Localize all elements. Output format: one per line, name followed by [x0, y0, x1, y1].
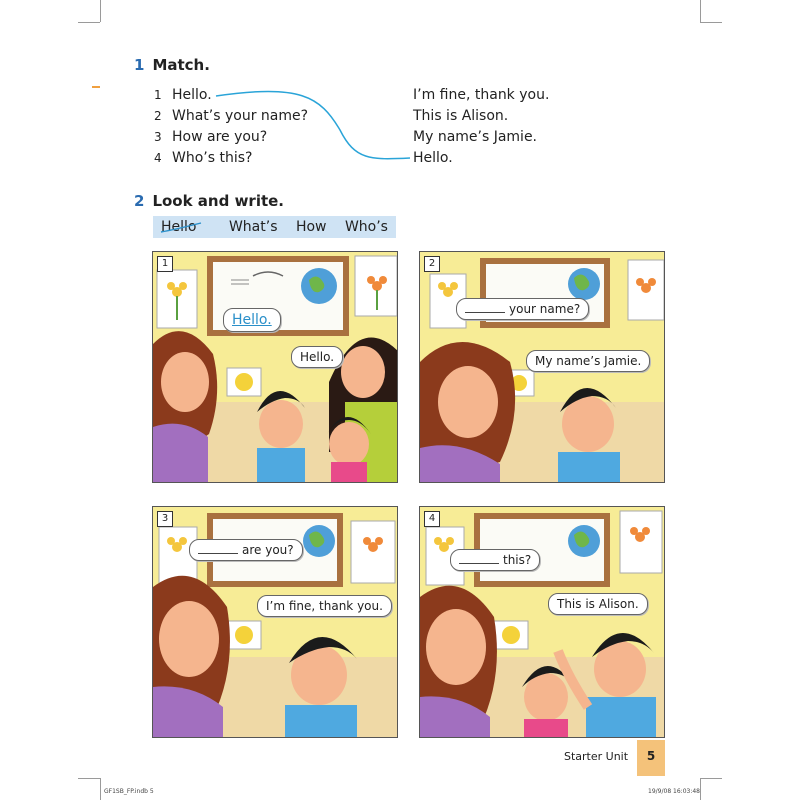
speech-bubble: Hello. [291, 346, 343, 368]
comic-panel-2 [419, 251, 665, 483]
cross-out-stroke [159, 221, 203, 235]
word-text: Hello [161, 219, 197, 235]
question-number: 4 [154, 151, 162, 165]
panel-number: 2 [424, 256, 440, 272]
speech-bubble: My name’s Jamie. [526, 350, 650, 372]
exercise-number: 2 [134, 192, 145, 210]
exercise-title: Look and write. [152, 192, 285, 210]
classroom-illustration [420, 507, 665, 738]
word-bank-item-crossed [161, 219, 211, 235]
word-bank [153, 216, 396, 238]
question-text: How are you? [172, 129, 268, 145]
word-bank-item: How [295, 219, 327, 235]
speech-bubble: I’m fine, thank you. [257, 595, 392, 617]
exercise-2-heading [134, 192, 284, 210]
speech-bubble [189, 539, 303, 561]
speech-bubble [456, 298, 589, 320]
word-bank-item: Who’s [344, 219, 388, 235]
panel-number: 3 [157, 511, 173, 527]
exercise-title: Match. [152, 56, 210, 74]
answer-blank[interactable] [465, 304, 505, 313]
speech-bubble: Hello. [223, 308, 281, 332]
answer-item: My name’s Jamie. [413, 129, 538, 145]
comic-panel-1 [152, 251, 398, 483]
print-slug-file: GF1SB_FP.indb 5 [104, 788, 154, 795]
panel-number: 4 [424, 511, 440, 527]
comic-panel-4 [419, 506, 665, 738]
panel-number: 1 [157, 256, 173, 272]
question-text: What’s your name? [172, 108, 309, 124]
exercise-number: 1 [134, 56, 145, 74]
question-number: 2 [154, 109, 162, 123]
bubble-text: your name? [509, 302, 581, 316]
comic-panel-3 [152, 506, 398, 738]
answer-blank[interactable] [459, 555, 499, 564]
print-slug-date: 19/9/08 16:03:48 [648, 788, 700, 795]
answer-item: I’m fine, thank you. [413, 87, 550, 103]
bubble-text: this? [503, 553, 532, 567]
question-text: Who’s this? [172, 150, 253, 166]
classroom-illustration [153, 252, 398, 483]
answer-item: Hello. [413, 150, 453, 166]
answer-blank[interactable] [198, 545, 238, 554]
answer-item: This is Alison. [413, 108, 509, 124]
question-text: Hello. [172, 87, 212, 103]
word-bank-item: What’s [228, 219, 278, 235]
question-number: 1 [154, 88, 162, 102]
question-number: 3 [154, 130, 162, 144]
speech-bubble [450, 549, 540, 571]
bubble-text: are you? [242, 543, 294, 557]
page-number: 5 [637, 740, 665, 776]
speech-bubble: This is Alison. [548, 593, 648, 615]
unit-label: Starter Unit [564, 750, 629, 763]
